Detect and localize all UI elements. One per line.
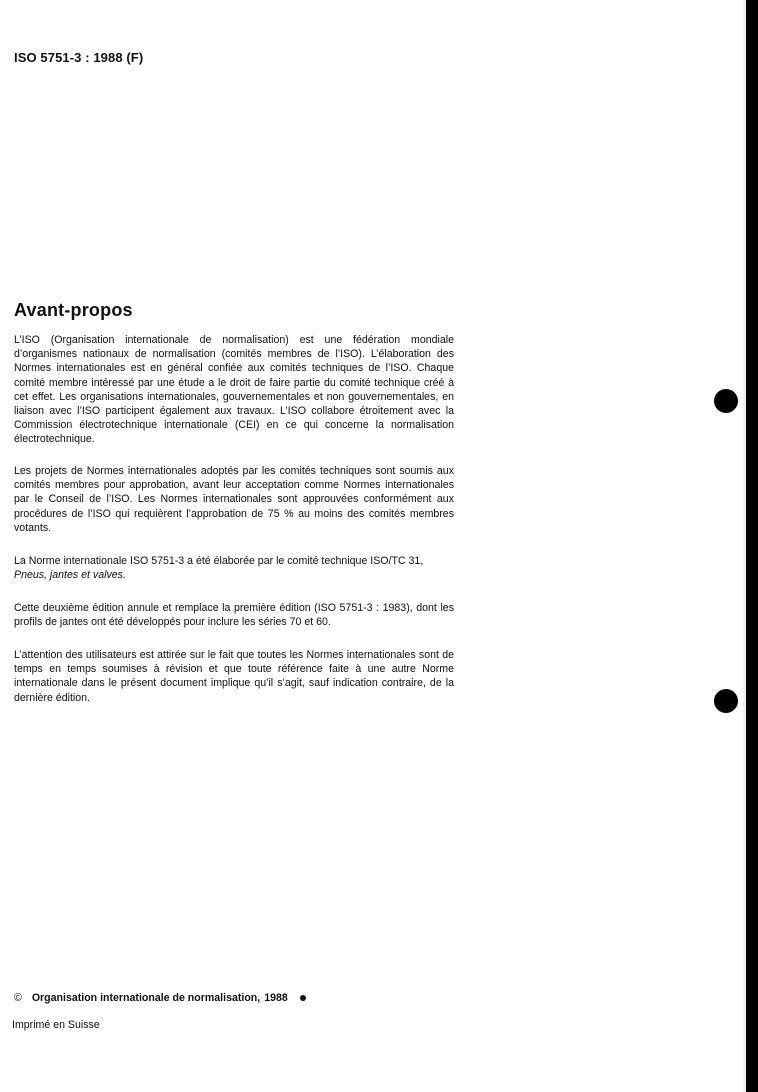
paragraph-prepared-by xyxy=(14,554,454,582)
bullet-icon xyxy=(300,995,306,1001)
paragraph-attention-note: L’attention des utilisateurs est attirée sur le fait que toutes les Normes internationales sont de temps en temps soumises à révision et que toute référence faite à une autre Norme internationale dans le présent document implique qu’il s’agit, sauf indication contraire, de la dernière édition. xyxy=(14,649,454,704)
copyright-organisation: Organisation internationale de normalisation, xyxy=(31,992,261,1004)
document-header: ISO 5751-3 : 1988 (F) xyxy=(14,50,144,65)
paragraph-approval: Les projets de Normes internationales adoptés par les comités techniques sont soumis aux comités membres pour approbation, avant leur acceptation comme Normes internationales par le Conseil de l’ISO. Les Normes internationales sont approuvées conformément aux procédures de l’ISO qui requièrent l’approbation de 75 % au moins des comités membres votants. xyxy=(14,465,454,534)
printed-in: Imprimé en Suisse xyxy=(12,1019,100,1031)
committee-title: Pneus, jantes et valves. xyxy=(14,569,126,582)
punch-hole xyxy=(714,389,738,413)
copyright-symbol: © xyxy=(14,992,22,1004)
scan-right-edge xyxy=(746,0,758,1092)
paragraph-edition-note: Cette deuxième édition annule et remplace la première édition (ISO 5751-3 : 1983), dont les profils de jantes ont été développés pour inclure les séries 70 et 60. xyxy=(14,602,454,629)
section-title: Avant-propos xyxy=(14,300,133,320)
punch-hole xyxy=(714,689,738,713)
prepared-by-text: La Norme internationale ISO 5751-3 a été élaborée par le comité technique ISO/TC 31, xyxy=(14,555,424,567)
copyright-line xyxy=(14,992,306,1004)
paragraph-iso-intro: L’ISO (Organisation internationale de normalisation) est une fédération mondiale d’organismes nationaux de normalisation (comités membres de l’ISO). L’élaboration des Normes internationales est en général confiée aux comités techniques de l’ISO. Chaque comité membre intéressé par une étude a le droit de faire partie du comité technique créé à cet effet. Les organisations internationales, gouvernementales et non gouvernementales, en liaison avec l’ISO participent également aux travaux. L’ISO collabore étroitement avec la Commission électrotechnique internationale (CEI) en ce qui concerne la normalisation électrotechnique. xyxy=(14,334,454,446)
copyright-year: 1988 xyxy=(264,992,288,1004)
